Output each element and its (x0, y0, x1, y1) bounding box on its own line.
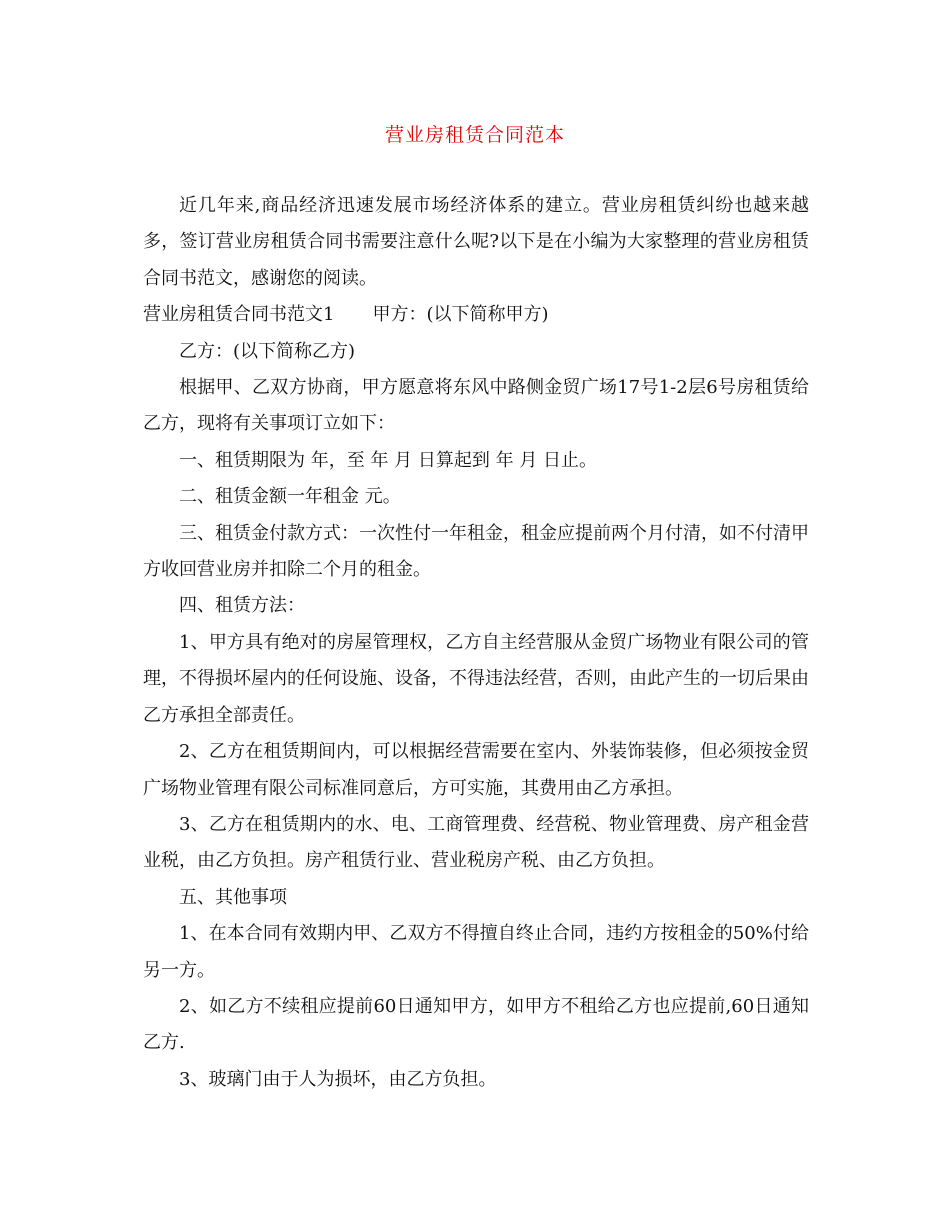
clause-paragraph: 3、玻璃门由于人为损坏，由乙方负担。 (179, 1068, 497, 1090)
clause-paragraph: 一、租赁期限为 年，至 年 月 日算起到 年 月 日止。 (179, 449, 598, 471)
sample-heading: 营业房租赁合同书范文1 (143, 304, 335, 326)
clause-paragraph: 根据甲、乙双方协商，甲方愿意将东风中路侧金贸广场17号1-2层6号房租赁给乙方，现将有关事项订立如下： (143, 377, 809, 435)
document-title: 营业房租赁合同范本 (384, 124, 565, 146)
clause-paragraph: 三、租赁金付款方式：一次性付一年租金，租金应提前两个月付清，如不付清甲方收回营业房并扣除二个月的租金。 (143, 522, 809, 581)
document-body (143, 188, 809, 1098)
clause-paragraph: 2、乙方在租赁期间内，可以根据经营需要在室内、外装饰装修，但必须按金贸广场物业管理有限公司标准同意后，方可实施，其费用由乙方承担。 (143, 741, 809, 799)
party-a-line: 甲方：(以下简称甲方) (372, 304, 549, 326)
party-b-line: 乙方：(以下简称乙方) (179, 340, 356, 362)
intro-paragraph: 近几年来,商品经济迅速发展市场经济体系的建立。营业房租赁纠纷也越来越多，签订营业房租赁合同书需要注意什么呢?以下是在小编为大家整理的营业房租赁合同书范文，感谢您的阅读。 (143, 195, 809, 289)
clause-paragraph: 1、在本合同有效期内甲、乙双方不得擅自终止合同，违约方按租金的50%付给另一方。 (143, 923, 809, 981)
clause-paragraph: 四、租赁方法： (179, 595, 305, 617)
clause-paragraph: 1、甲方具有绝对的房屋管理权，乙方自主经营服从金贸广场物业有限公司的管理，不得损坏屋内的任何设施、设备，不得违法经营，否则，由此产生的一切后果由乙方承担全部责任。 (143, 631, 809, 726)
clause-paragraph: 五、其他事项 (179, 886, 287, 908)
clause-paragraph: 二、租赁金额一年租金 元。 (179, 486, 401, 508)
sample-heading-line (143, 297, 809, 333)
clause-paragraph: 2、如乙方不续租应提前60日通知甲方，如甲方不租给乙方也应提前,60日通知乙方. (143, 995, 809, 1054)
clause-paragraph: 3、乙方在租赁期内的水、电、工商管理费、经营税、物业管理费、房产租金营业税，由乙方负担。房产租赁行业、营业税房产税、由乙方负担。 (143, 813, 809, 872)
